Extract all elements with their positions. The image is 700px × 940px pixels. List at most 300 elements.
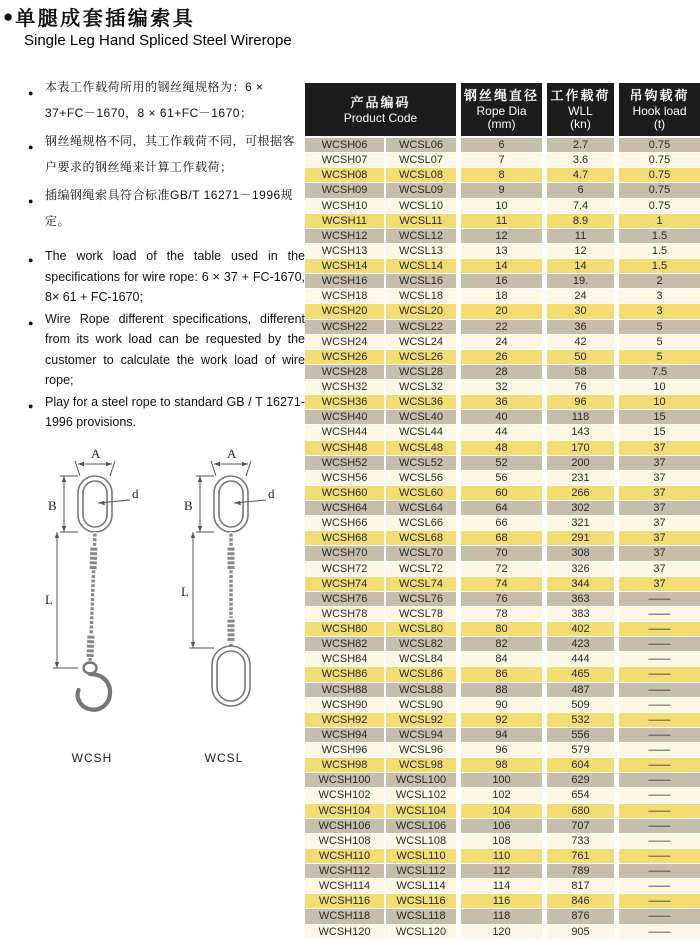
product-code-wcsl-cell: WCSL64 bbox=[386, 501, 461, 515]
table-row bbox=[305, 864, 700, 879]
dim-d-label: d bbox=[268, 486, 275, 501]
table-row bbox=[305, 698, 700, 713]
table-row bbox=[305, 652, 700, 667]
hook-load-cell: 0.75 bbox=[619, 138, 700, 152]
bullet-icon: ● bbox=[28, 88, 34, 98]
hook-load-cell: 2 bbox=[619, 274, 700, 288]
wll-cell: 11 bbox=[547, 229, 619, 243]
wll-cell: 363 bbox=[547, 592, 619, 606]
table-row bbox=[305, 667, 700, 682]
table-row bbox=[305, 244, 700, 259]
rope-dia-cell: 104 bbox=[461, 804, 547, 818]
hook-tip bbox=[78, 691, 80, 700]
product-code-wcsl-cell: WCSL84 bbox=[386, 652, 461, 666]
table-row bbox=[305, 486, 700, 501]
page-title-zh: 单腿成套插编索具 bbox=[15, 8, 196, 30]
header-product-zh: 产品编码 bbox=[350, 94, 411, 110]
header-wll-unit: (kn) bbox=[570, 117, 591, 131]
rope-dia-cell: 16 bbox=[461, 274, 547, 288]
product-code-wcsl-cell: WCSL82 bbox=[386, 637, 461, 651]
dim-b-label: B bbox=[184, 498, 193, 513]
arrow-icon bbox=[55, 662, 59, 668]
product-code-wcsl-cell: WCSL08 bbox=[386, 168, 461, 182]
hook-load-cell: 37 bbox=[619, 486, 700, 500]
product-code-wcsl-cell: WCSL98 bbox=[386, 758, 461, 772]
product-code-wcsl-cell: WCSL66 bbox=[386, 516, 461, 530]
wcsh-sling-drawing bbox=[26, 446, 158, 744]
product-code-wcsh-cell: WCSH14 bbox=[305, 259, 386, 273]
header-dia-en: Rope Dia bbox=[476, 104, 527, 118]
table-row bbox=[305, 546, 700, 561]
product-code-wcsl-cell: WCSL70 bbox=[386, 546, 461, 560]
product-code-wcsh-cell: WCSH24 bbox=[305, 335, 386, 349]
diagram-caption-wcsl: WCSL bbox=[204, 751, 244, 765]
table-row bbox=[305, 562, 700, 577]
rope-dia-cell: 20 bbox=[461, 304, 547, 318]
wll-cell: 3.6 bbox=[547, 153, 619, 167]
rope-dia-cell: 22 bbox=[461, 320, 547, 334]
header-dia-unit: (mm) bbox=[487, 117, 516, 131]
wll-cell: 200 bbox=[547, 456, 619, 470]
wll-cell: 761 bbox=[547, 849, 619, 863]
note-zh-text: 本表工作载荷所用的钢丝绳规格为：6 × 37+FC－1670，8 × 61+FC－1670； bbox=[45, 80, 264, 120]
dim-a-tick bbox=[75, 461, 80, 476]
dim-a-tick bbox=[211, 461, 216, 476]
product-code-wcsh-cell: WCSH102 bbox=[305, 788, 386, 802]
rope-dia-cell: 120 bbox=[461, 925, 547, 939]
wll-cell: 444 bbox=[547, 652, 619, 666]
wll-cell: 817 bbox=[547, 879, 619, 893]
product-code-wcsh-cell: WCSH12 bbox=[305, 229, 386, 243]
product-code-wcsl-cell: WCSL76 bbox=[386, 592, 461, 606]
arrow-icon bbox=[242, 462, 248, 466]
rope-dia-cell: 100 bbox=[461, 773, 547, 787]
wll-cell: 707 bbox=[547, 819, 619, 833]
product-code-wcsl-cell: WCSL108 bbox=[386, 834, 461, 848]
table-row bbox=[305, 168, 700, 183]
table-row bbox=[305, 214, 700, 229]
table-row bbox=[305, 289, 700, 304]
hook-load-cell: 0.75 bbox=[619, 168, 700, 182]
rope-dia-cell: 110 bbox=[461, 849, 547, 863]
product-code-wcsh-cell: WCSH74 bbox=[305, 577, 386, 591]
product-code-wcsh-cell: WCSH16 bbox=[305, 274, 386, 288]
product-code-wcsl-cell: WCSL40 bbox=[386, 410, 461, 424]
wll-cell: 326 bbox=[547, 562, 619, 576]
hook-load-cell: 10 bbox=[619, 380, 700, 394]
wll-cell: 465 bbox=[547, 667, 619, 681]
table-row bbox=[305, 425, 700, 440]
product-code-wcsl-cell: WCSL78 bbox=[386, 607, 461, 621]
arrow-icon bbox=[78, 462, 84, 466]
hook-load-cell: 37 bbox=[619, 546, 700, 560]
note-en-item bbox=[28, 246, 305, 308]
product-code-wcsl-cell: WCSL09 bbox=[386, 183, 461, 197]
table-row bbox=[305, 728, 700, 743]
bullet-icon: ● bbox=[28, 255, 34, 265]
header-hook-en: Hook load bbox=[632, 104, 687, 118]
hook-load-cell: 5 bbox=[619, 335, 700, 349]
product-code-wcsh-cell: WCSH18 bbox=[305, 289, 386, 303]
rope-dia-cell: 76 bbox=[461, 592, 547, 606]
dim-b-label: B bbox=[48, 498, 57, 513]
product-code-wcsh-cell: WCSH56 bbox=[305, 471, 386, 485]
wll-cell: 344 bbox=[547, 577, 619, 591]
rope-dia-cell: 11 bbox=[461, 214, 547, 228]
product-code-wcsl-cell: WCSL24 bbox=[386, 335, 461, 349]
hook-load-cell: —— bbox=[619, 819, 700, 833]
arrow-icon bbox=[62, 476, 66, 482]
hook-load-cell: 3 bbox=[619, 304, 700, 318]
product-code-wcsl-cell: WCSL07 bbox=[386, 153, 461, 167]
wll-cell: 733 bbox=[547, 834, 619, 848]
wcsl-sling-drawing bbox=[158, 446, 290, 744]
note-en-text: The work load of the table used in the specifications for wire rope: 6 × 37 + FC-1670, 8× 61 + FC-1670; bbox=[45, 249, 305, 304]
product-code-wcsl-cell: WCSL68 bbox=[386, 531, 461, 545]
table-row bbox=[305, 395, 700, 410]
hook-load-cell: —— bbox=[619, 652, 700, 666]
table-row bbox=[305, 894, 700, 909]
wll-cell: 629 bbox=[547, 773, 619, 787]
wll-cell: 532 bbox=[547, 713, 619, 727]
product-code-wcsl-cell: WCSL112 bbox=[386, 864, 461, 878]
wll-cell: 383 bbox=[547, 607, 619, 621]
wll-cell: 118 bbox=[547, 410, 619, 424]
rope-dia-cell: 32 bbox=[461, 380, 547, 394]
table-row bbox=[305, 501, 700, 516]
product-code-wcsl-cell: WCSL28 bbox=[386, 365, 461, 379]
product-code-wcsl-cell: WCSL52 bbox=[386, 456, 461, 470]
product-code-wcsl-cell: WCSL11 bbox=[386, 214, 461, 228]
hook-load-cell: 15 bbox=[619, 425, 700, 439]
rope-dia-cell: 98 bbox=[461, 758, 547, 772]
product-code-wcsh-cell: WCSH106 bbox=[305, 819, 386, 833]
table-row bbox=[305, 516, 700, 531]
rope-dia-cell: 48 bbox=[461, 441, 547, 455]
table-row bbox=[305, 229, 700, 244]
hook-load-cell: —— bbox=[619, 758, 700, 772]
product-code-wcsl-cell: WCSL118 bbox=[386, 909, 461, 923]
product-code-wcsh-cell: WCSH72 bbox=[305, 562, 386, 576]
table-row bbox=[305, 925, 700, 940]
table-row bbox=[305, 637, 700, 652]
product-code-wcsh-cell: WCSH78 bbox=[305, 607, 386, 621]
wll-cell: 680 bbox=[547, 804, 619, 818]
product-code-wcsl-cell: WCSL80 bbox=[386, 622, 461, 636]
arrow-icon bbox=[191, 642, 195, 648]
note-zh-text: 插编钢绳索具符合标准GB/T 16271－1996规定。 bbox=[45, 188, 294, 228]
page-title-en: Single Leg Hand Spliced Steel Wirerope bbox=[24, 32, 292, 49]
dim-a-label: A bbox=[91, 446, 101, 461]
hook-load-cell: —— bbox=[619, 909, 700, 923]
hook-load-cell: 0.75 bbox=[619, 183, 700, 197]
header-wll-zh: 工作载荷 bbox=[550, 88, 611, 103]
product-code-wcsh-cell: WCSH52 bbox=[305, 456, 386, 470]
wll-cell: 789 bbox=[547, 864, 619, 878]
table-row bbox=[305, 531, 700, 546]
rope-dia-cell: 36 bbox=[461, 395, 547, 409]
wll-cell: 7.4 bbox=[547, 199, 619, 213]
hook-load-cell: —— bbox=[619, 834, 700, 848]
rope-dia-cell: 102 bbox=[461, 788, 547, 802]
rope-dia-cell: 14 bbox=[461, 259, 547, 273]
product-code-wcsh-cell: WCSH48 bbox=[305, 441, 386, 455]
wll-cell: 308 bbox=[547, 546, 619, 560]
wll-cell: 905 bbox=[547, 925, 619, 939]
wll-cell: 96 bbox=[547, 395, 619, 409]
product-code-wcsh-cell: WCSH68 bbox=[305, 531, 386, 545]
hook-load-cell: 37 bbox=[619, 562, 700, 576]
table-row bbox=[305, 456, 700, 471]
wll-cell: 604 bbox=[547, 758, 619, 772]
hook-load-cell: 37 bbox=[619, 441, 700, 455]
rope-dia-cell: 80 bbox=[461, 622, 547, 636]
product-code-wcsh-cell: WCSH90 bbox=[305, 698, 386, 712]
product-code-wcsh-cell: WCSH08 bbox=[305, 168, 386, 182]
product-code-wcsl-cell: WCSL120 bbox=[386, 925, 461, 939]
rope-dia-cell: 70 bbox=[461, 546, 547, 560]
splice-section bbox=[90, 634, 91, 658]
hook-load-cell: 37 bbox=[619, 577, 700, 591]
hook-load-cell: 1.5 bbox=[619, 259, 700, 273]
hook-load-cell: 7.5 bbox=[619, 365, 700, 379]
dim-a-tick bbox=[110, 461, 115, 476]
rope-dia-cell: 7 bbox=[461, 153, 547, 167]
bullet-icon: ● bbox=[28, 196, 34, 206]
table-row bbox=[305, 758, 700, 773]
bullet-icon: ● bbox=[28, 400, 34, 411]
hook-load-cell: 37 bbox=[619, 531, 700, 545]
product-code-wcsl-cell: WCSL22 bbox=[386, 320, 461, 334]
table-row bbox=[305, 183, 700, 198]
product-code-wcsl-cell: WCSL20 bbox=[386, 304, 461, 318]
arrow-icon bbox=[234, 501, 241, 505]
table-row bbox=[305, 320, 700, 335]
product-code-wcsh-cell: WCSH94 bbox=[305, 728, 386, 742]
product-code-wcsh-cell: WCSH92 bbox=[305, 713, 386, 727]
rope-dia-cell: 96 bbox=[461, 743, 547, 757]
wll-cell: 402 bbox=[547, 622, 619, 636]
table-row bbox=[305, 607, 700, 622]
arrow-icon bbox=[198, 476, 202, 482]
arrow-icon bbox=[98, 501, 105, 505]
bullet-icon: ● bbox=[28, 142, 34, 152]
table-row bbox=[305, 410, 700, 425]
hook-load-cell: 15 bbox=[619, 410, 700, 424]
bottom-link-inner bbox=[217, 651, 245, 701]
table-row bbox=[305, 304, 700, 319]
rope-dia-cell: 18 bbox=[461, 289, 547, 303]
table-row bbox=[305, 819, 700, 834]
rope-dia-cell: 72 bbox=[461, 562, 547, 576]
product-code-wcsh-cell: WCSH112 bbox=[305, 864, 386, 878]
hook-load-cell: 1 bbox=[619, 214, 700, 228]
hook-load-cell: —— bbox=[619, 637, 700, 651]
wll-cell: 579 bbox=[547, 743, 619, 757]
product-code-wcsh-cell: WCSH70 bbox=[305, 546, 386, 560]
product-code-wcsl-cell: WCSL92 bbox=[386, 713, 461, 727]
wll-cell: 846 bbox=[547, 894, 619, 908]
note-zh-item bbox=[28, 182, 305, 234]
product-code-wcsl-cell: WCSL06 bbox=[386, 138, 461, 152]
table-row bbox=[305, 773, 700, 788]
rope-dia-cell: 9 bbox=[461, 183, 547, 197]
note-zh-item bbox=[28, 128, 305, 180]
table-row bbox=[305, 834, 700, 849]
rope-dia-cell: 24 bbox=[461, 335, 547, 349]
notes-section bbox=[28, 74, 305, 434]
notes-zh-list bbox=[28, 74, 305, 234]
spec-table bbox=[305, 83, 700, 940]
rope-dia-cell: 26 bbox=[461, 350, 547, 364]
product-code-wcsl-cell: WCSL48 bbox=[386, 441, 461, 455]
product-code-wcsl-cell: WCSL100 bbox=[386, 773, 461, 787]
product-code-wcsh-cell: WCSH66 bbox=[305, 516, 386, 530]
product-code-wcsl-cell: WCSL26 bbox=[386, 350, 461, 364]
hook-load-cell: —— bbox=[619, 864, 700, 878]
dim-a-label: A bbox=[227, 446, 237, 461]
header-wll bbox=[547, 83, 619, 138]
product-code-wcsh-cell: WCSH09 bbox=[305, 183, 386, 197]
wll-cell: 143 bbox=[547, 425, 619, 439]
rope-dia-cell: 86 bbox=[461, 667, 547, 681]
header-hook-load bbox=[619, 83, 700, 138]
wll-cell: 509 bbox=[547, 698, 619, 712]
note-en-item bbox=[28, 309, 305, 391]
header-hook-unit: (t) bbox=[653, 117, 666, 131]
table-row bbox=[305, 441, 700, 456]
wll-cell: 266 bbox=[547, 486, 619, 500]
rope-dia-cell: 13 bbox=[461, 244, 547, 258]
header-hook-zh: 吊钩载荷 bbox=[629, 88, 690, 103]
rope-dia-cell: 114 bbox=[461, 879, 547, 893]
hook-load-cell: —— bbox=[619, 713, 700, 727]
title-bullet-icon: ● bbox=[3, 6, 14, 26]
hook-load-cell: —— bbox=[619, 592, 700, 606]
product-code-wcsh-cell: WCSH82 bbox=[305, 637, 386, 651]
product-code-wcsh-cell: WCSH44 bbox=[305, 425, 386, 439]
product-code-wcsl-cell: WCSL60 bbox=[386, 486, 461, 500]
product-code-wcsh-cell: WCSH86 bbox=[305, 667, 386, 681]
wll-cell: 291 bbox=[547, 531, 619, 545]
table-row bbox=[305, 335, 700, 350]
product-code-wcsl-cell: WCSL90 bbox=[386, 698, 461, 712]
wll-cell: 36 bbox=[547, 320, 619, 334]
product-code-wcsh-cell: WCSH96 bbox=[305, 743, 386, 757]
hook-load-cell: 0.75 bbox=[619, 199, 700, 213]
header-product-code bbox=[305, 83, 461, 138]
diagram-wcsh bbox=[26, 446, 158, 765]
product-code-wcsh-cell: WCSH07 bbox=[305, 153, 386, 167]
rope-dia-cell: 78 bbox=[461, 607, 547, 621]
bullet-icon: ● bbox=[28, 317, 34, 328]
dim-l-label: L bbox=[45, 592, 53, 607]
product-code-wcsl-cell: WCSL116 bbox=[386, 894, 461, 908]
product-code-wcsh-cell: WCSH26 bbox=[305, 350, 386, 364]
rope-dia-cell: 66 bbox=[461, 516, 547, 530]
hook-load-cell: 37 bbox=[619, 501, 700, 515]
table-row bbox=[305, 380, 700, 395]
product-code-wcsh-cell: WCSH06 bbox=[305, 138, 386, 152]
product-code-wcsh-cell: WCSH64 bbox=[305, 501, 386, 515]
product-code-wcsl-cell: WCSL96 bbox=[386, 743, 461, 757]
product-code-wcsh-cell: WCSH13 bbox=[305, 244, 386, 258]
product-code-wcsl-cell: WCSL10 bbox=[386, 199, 461, 213]
notes-en-list bbox=[28, 246, 305, 433]
rope-dia-cell: 44 bbox=[461, 425, 547, 439]
rope-dia-cell: 64 bbox=[461, 501, 547, 515]
rope-dia-cell: 68 bbox=[461, 531, 547, 545]
table-row bbox=[305, 259, 700, 274]
product-code-wcsh-cell: WCSH40 bbox=[305, 410, 386, 424]
product-code-wcsh-cell: WCSH76 bbox=[305, 592, 386, 606]
product-code-wcsl-cell: WCSL74 bbox=[386, 577, 461, 591]
hook-link bbox=[84, 663, 97, 674]
rope-dia-cell: 94 bbox=[461, 728, 547, 742]
wll-cell: 321 bbox=[547, 516, 619, 530]
hook-load-cell: —— bbox=[619, 622, 700, 636]
hook-icon bbox=[78, 674, 111, 710]
product-code-wcsh-cell: WCSH104 bbox=[305, 804, 386, 818]
product-code-wcsh-cell: WCSH110 bbox=[305, 849, 386, 863]
hook-load-cell: 0.75 bbox=[619, 153, 700, 167]
rope-dia-cell: 74 bbox=[461, 577, 547, 591]
product-code-wcsh-cell: WCSH36 bbox=[305, 395, 386, 409]
note-zh-item bbox=[28, 74, 305, 126]
page-title bbox=[3, 2, 292, 31]
arrow-icon bbox=[55, 532, 59, 538]
product-code-wcsl-cell: WCSL94 bbox=[386, 728, 461, 742]
header-wll-en: WLL bbox=[568, 104, 593, 118]
product-code-wcsh-cell: WCSH28 bbox=[305, 365, 386, 379]
table-header bbox=[305, 83, 700, 138]
table-body bbox=[305, 138, 700, 940]
wll-cell: 231 bbox=[547, 471, 619, 485]
wll-cell: 58 bbox=[547, 365, 619, 379]
hook-load-cell: —— bbox=[619, 925, 700, 939]
product-code-wcsh-cell: WCSH98 bbox=[305, 758, 386, 772]
hook-load-cell: —— bbox=[619, 804, 700, 818]
table-row bbox=[305, 743, 700, 758]
hook-load-cell: —— bbox=[619, 698, 700, 712]
wll-cell: 8.9 bbox=[547, 214, 619, 228]
dim-l-label: L bbox=[181, 584, 189, 599]
product-code-wcsh-cell: WCSH60 bbox=[305, 486, 386, 500]
product-code-wcsl-cell: WCSL56 bbox=[386, 471, 461, 485]
hook-load-cell: —— bbox=[619, 773, 700, 787]
rope-dia-cell: 108 bbox=[461, 834, 547, 848]
rope-dia-cell: 6 bbox=[461, 138, 547, 152]
wll-cell: 556 bbox=[547, 728, 619, 742]
rope-dia-cell: 52 bbox=[461, 456, 547, 470]
hook-load-cell: 5 bbox=[619, 320, 700, 334]
table-row bbox=[305, 622, 700, 637]
hook-load-cell: —— bbox=[619, 683, 700, 697]
rope-dia-cell: 112 bbox=[461, 864, 547, 878]
product-code-wcsl-cell: WCSL106 bbox=[386, 819, 461, 833]
table-row bbox=[305, 683, 700, 698]
table-row bbox=[305, 365, 700, 380]
hook-load-cell: 37 bbox=[619, 471, 700, 485]
arrow-icon bbox=[62, 526, 66, 532]
wll-cell: 50 bbox=[547, 350, 619, 364]
table-row bbox=[305, 577, 700, 592]
product-code-wcsh-cell: WCSH118 bbox=[305, 909, 386, 923]
table-row bbox=[305, 909, 700, 924]
table-row bbox=[305, 274, 700, 289]
table-row bbox=[305, 138, 700, 153]
product-code-wcsh-cell: WCSH100 bbox=[305, 773, 386, 787]
